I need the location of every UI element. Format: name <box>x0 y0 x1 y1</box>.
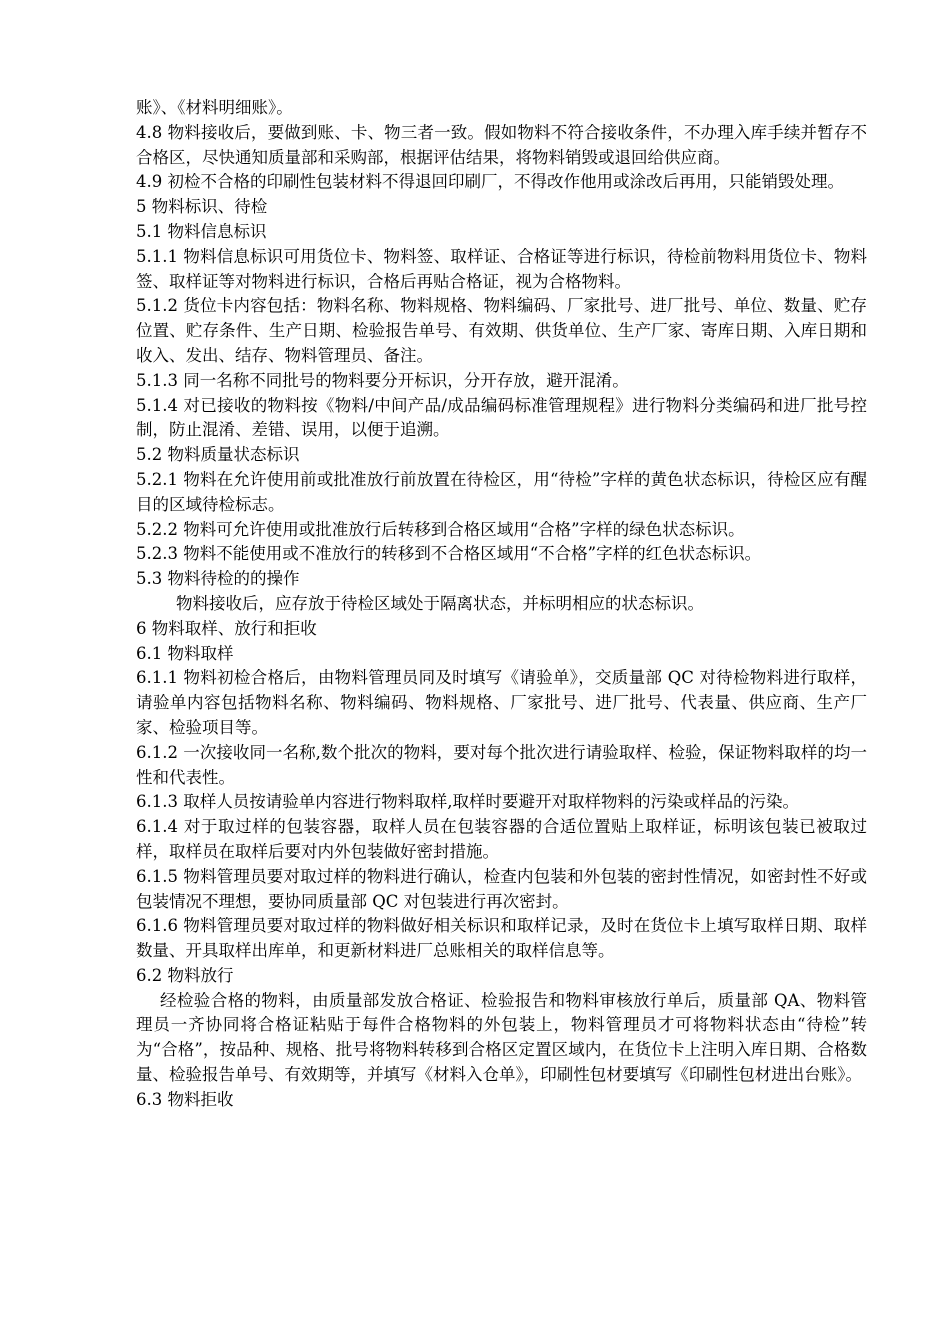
paragraph-continuation: 账》、《材料明细账》。 <box>136 98 293 117</box>
paragraph-4-9: 4.9 初检不合格的印刷性包装材料不得退回印刷厂，不得改作他用或涂改后再用，只能销毁处理。 <box>136 172 844 192</box>
paragraph-6-1-3: 6.1.3 取样人员按请验单内容进行物料取样,取样时要避开对取样物料的污染或样品的污染。 <box>136 792 799 812</box>
section-heading-5-2: 5.2 物料质量状态标识 <box>136 445 300 465</box>
paragraph-5-3-body: 物料接收后，应存放于待检区域处于隔离状态，并标明相应的状态标识。 <box>176 593 704 613</box>
paragraph-6-1-6: 6.1.6 物料管理员要对取过样的物料做好相关标识和取样记录，及时在货位卡上填写取样日期、取样数量、开具取样出库单，和更新材料进厂总账相关的取样信息等。 <box>136 916 867 961</box>
paragraph-5-1-3: 5.1.3 同一名称不同批号的物料要分开标识，分开存放，避开混淆。 <box>136 370 629 390</box>
paragraph-6-1-4: 6.1.4 对于取过样的包装容器，取样人员在包装容器的合适位置贴上取样证，标明该包装已被取过样，取样员在取样后要对内外包装做好密封措施。 <box>136 817 867 861</box>
section-heading-6: 6 物料取样、放行和拒收 <box>136 618 317 638</box>
paragraph-5-2-1: 5.2.1 物料在允许使用前或批准放行前放置在待检区，用“待检”字样的黄色状态标识，待检区应有醒目的区域待检标志。 <box>136 469 867 514</box>
section-heading-5-1: 5.1 物料信息标识 <box>136 221 267 241</box>
paragraph-6-2-body: 经检验合格的物料，由质量部发放合格证、检验报告和物料审核放行单后，质量部 QA、物料管理员一齐协同将合格证粘贴于每件合格物料的外包装上，物料管理员才可将物料状态由“待检”转为“合格”，按品种、规格、批号将物料转移到合格区定置区域内，在货位卡上注明入库日期、合格数量、检验报告单号、有效期等，并填写《材料入仓单》，印刷性包材要填写《印刷性包材进出台账》。 <box>136 990 867 1085</box>
document-body <box>136 96 867 1113</box>
paragraph-5-1-1: 5.1.1 物料信息标识可用货位卡、物料签、取样证、合格证等进行标识，待检前物料用货位卡、物料签、取样证等对物料进行标识，合格后再贴合格证，视为合格物料。 <box>136 246 867 291</box>
paragraph-5-1-4: 5.1.4 对已接收的物料按《物料/中间产品/成品编码标准管理规程》进行物料分类编码和进厂批号控制，防止混淆、差错、误用，以便于追溯。 <box>136 395 867 440</box>
section-heading-6-3: 6.3 物料拒收 <box>136 1089 234 1109</box>
paragraph-6-1-2: 6.1.2 一次接收同一名称,数个批次的物料，要对每个批次进行请验取样、检验，保证物料取样的均一性和代表性。 <box>136 742 867 787</box>
section-heading-6-1: 6.1 物料取样 <box>136 643 234 663</box>
section-heading-6-2: 6.2 物料放行 <box>136 965 234 985</box>
paragraph-6-1-1: 6.1.1 物料初检合格后，由物料管理员同及时填写《请验单》，交质量部 QC 对待检物料进行取样，请验单内容包括物料名称、物料编码、物料规格、厂家批号、进厂批号、代表量、供应商、生产厂家、检验项目等。 <box>136 668 867 737</box>
section-heading-5-3: 5.3 物料待检的的操作 <box>136 569 300 589</box>
paragraph-5-2-3: 5.2.3 物料不能使用或不准放行的转移到不合格区域用“不合格”字样的红色状态标识。 <box>136 544 762 564</box>
paragraph-5-2-2: 5.2.2 物料可允许使用或批准放行后转移到合格区域用“合格”字样的绿色状态标识。 <box>136 519 745 539</box>
section-heading-5: 5 物料标识、待检 <box>136 197 268 217</box>
paragraph-6-1-5: 6.1.5 物料管理员要对取过样的物料进行确认，检查内包装和外包装的密封性情况，如密封性不好或包装情况不理想，要协同质量部 QC 对包装进行再次密封。 <box>136 866 867 911</box>
paragraph-5-1-2: 5.1.2 货位卡内容包括：物料名称、物料规格、物料编码、厂家批号、进厂批号、单位、数量、贮存位置、贮存条件、生产日期、检验报告单号、有效期、供货单位、生产厂家、寄库日期、入库日期和收入、发出、结存、物料管理员、备注。 <box>136 296 867 365</box>
paragraph-4-8: 4.8 物料接收后，要做到账、卡、物三者一致。假如物料不符合接收条件，不办理入库手续并暂存不合格区，尽快通知质量部和采购部，根据评估结果，将物料销毁或退回给供应商。 <box>136 122 867 167</box>
